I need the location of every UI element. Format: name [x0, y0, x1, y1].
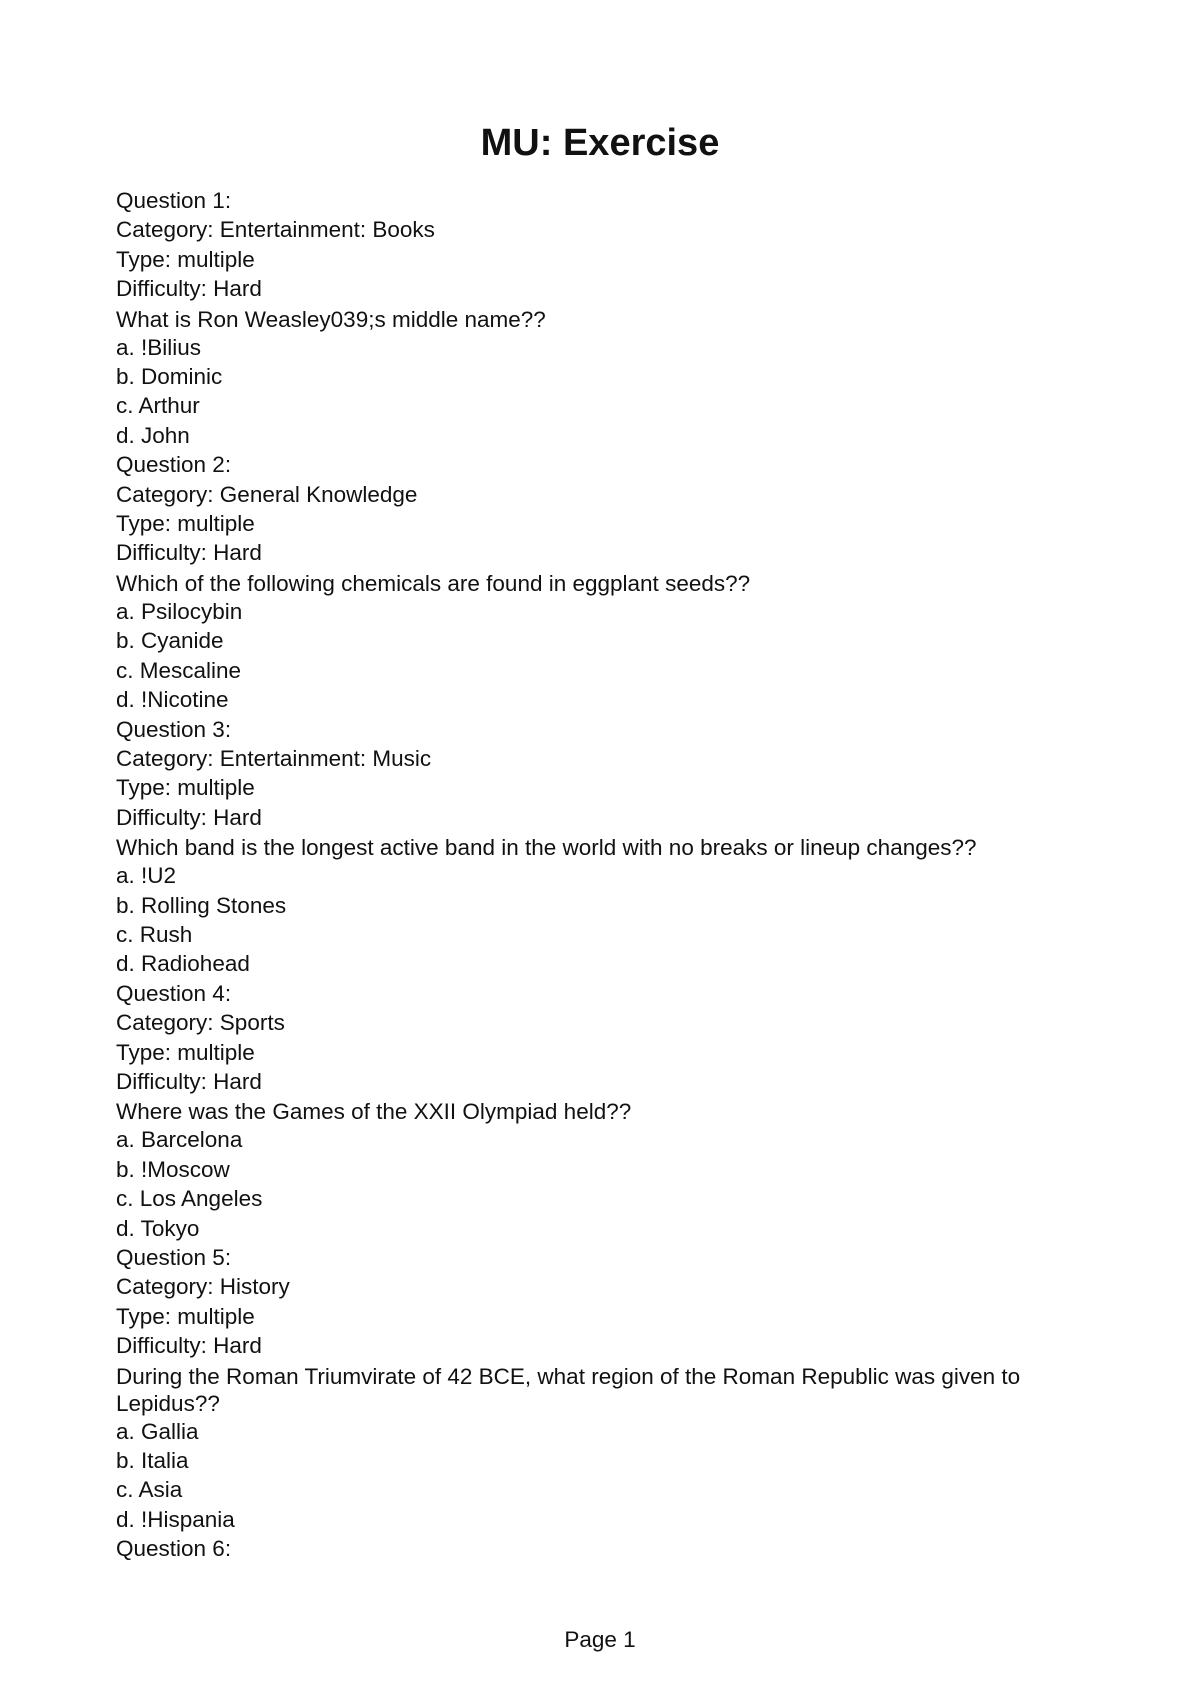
question-difficulty: Difficulty: Hard	[116, 804, 262, 830]
question-text: Which band is the longest active band in the world with no breaks or lineup changes??	[116, 835, 977, 861]
question-heading: Question 3:	[116, 716, 232, 742]
question-type: Type: multiple	[116, 1303, 255, 1329]
answer-option: b. Cyanide	[116, 628, 224, 654]
answer-option: a. Barcelona	[116, 1127, 243, 1153]
answer-option: d. !Hispania	[116, 1506, 235, 1532]
question-category: Category: General Knowledge	[116, 481, 418, 507]
question-heading: Question 1:	[116, 188, 232, 213]
question-difficulty: Difficulty: Hard	[116, 1333, 262, 1359]
answer-option: c. Rush	[116, 921, 193, 947]
question-text: During the Roman Triumvirate of 42 BCE, what region of the Roman Republic was given to Lepidus??	[116, 1363, 1021, 1416]
question-block-3	[116, 715, 1076, 979]
answer-option: d. !Nicotine	[116, 687, 229, 713]
answer-option: b. Dominic	[116, 364, 223, 390]
question-heading: Question 4:	[116, 980, 232, 1006]
question-block-6	[116, 1534, 1076, 1563]
answer-option: a. Psilocybin	[116, 598, 243, 624]
question-text: Where was the Games of the XXII Olympiad held??	[116, 1099, 632, 1125]
answer-option: c. Asia	[116, 1477, 183, 1503]
answer-option: d. John	[116, 422, 190, 448]
question-list	[116, 186, 1076, 1564]
question-text: What is Ron Weasley039;s middle name??	[116, 306, 546, 332]
page-number: Page 1	[564, 1627, 636, 1652]
question-block-4	[116, 979, 1076, 1243]
question-heading: Question 2:	[116, 452, 232, 478]
answer-option: d. Radiohead	[116, 951, 250, 977]
answer-option: a. !U2	[116, 863, 177, 889]
question-heading: Question 6:	[116, 1536, 232, 1562]
question-category: Category: Sports	[116, 1010, 285, 1036]
answer-option: b. Rolling Stones	[116, 892, 287, 918]
answer-option: d. Tokyo	[116, 1215, 200, 1241]
question-category: Category: Entertainment: Books	[116, 217, 435, 243]
question-text: Which of the following chemicals are found in eggplant seeds??	[116, 570, 751, 596]
question-type: Type: multiple	[116, 246, 255, 272]
page-title: MU: Exercise	[480, 122, 720, 164]
question-difficulty: Difficulty: Hard	[116, 1068, 262, 1094]
question-type: Type: multiple	[116, 775, 255, 801]
answer-option: a. Gallia	[116, 1418, 199, 1444]
question-type: Type: multiple	[116, 511, 255, 537]
question-type: Type: multiple	[116, 1039, 255, 1065]
answer-option: c. Mescaline	[116, 657, 242, 683]
question-category: Category: Entertainment: Music	[116, 745, 432, 771]
answer-option: b. !Moscow	[116, 1156, 230, 1182]
question-block-5	[116, 1243, 1076, 1534]
question-block-1	[116, 186, 1076, 450]
answer-option: b. Italia	[116, 1448, 189, 1474]
question-difficulty: Difficulty: Hard	[116, 276, 262, 302]
question-difficulty: Difficulty: Hard	[116, 540, 262, 566]
answer-option: c. Arthur	[116, 393, 200, 419]
answer-option: c. Los Angeles	[116, 1186, 263, 1212]
question-block-2	[116, 450, 1076, 714]
question-category: Category: History	[116, 1274, 290, 1300]
question-heading: Question 5:	[116, 1245, 232, 1270]
answer-option: a. !Bilius	[116, 334, 202, 360]
